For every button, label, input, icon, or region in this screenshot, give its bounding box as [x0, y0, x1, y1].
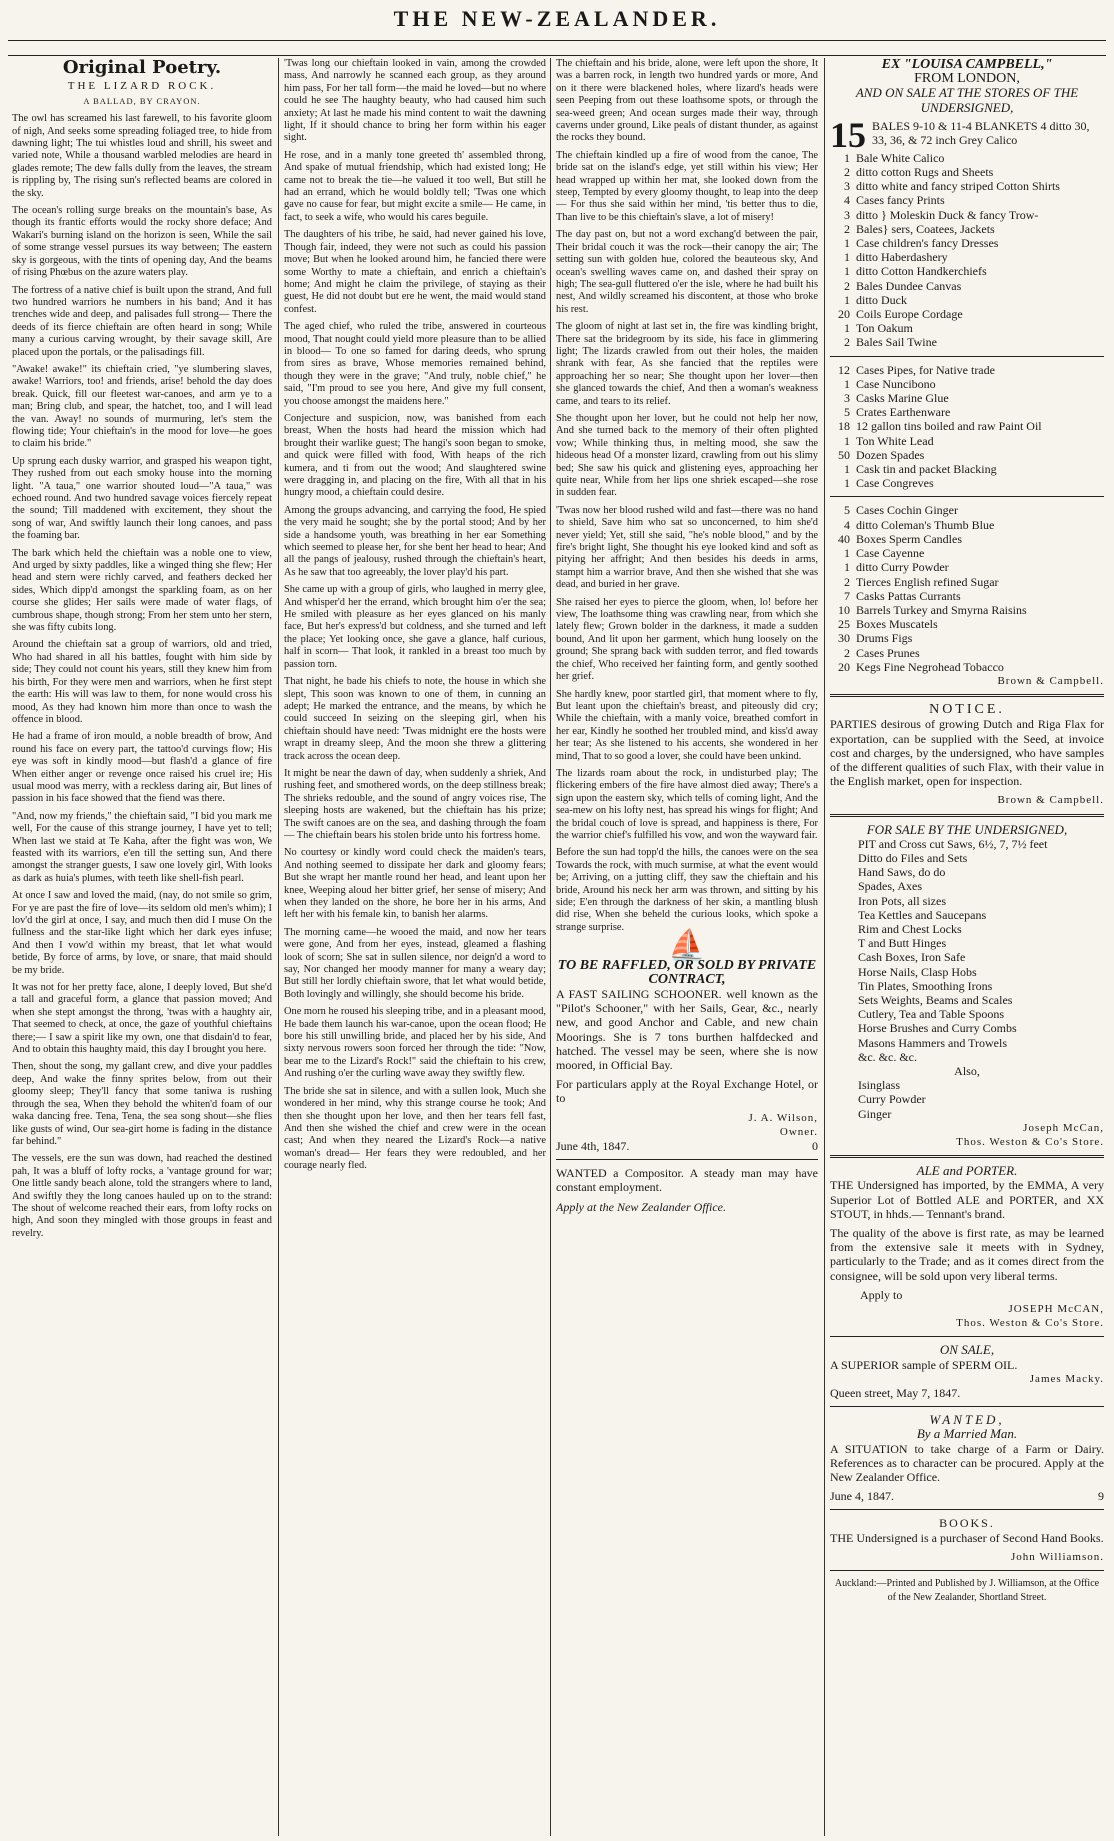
- goods-name: Cases fancy Prints: [856, 193, 945, 208]
- ex-title: EX "LOUISA CAMPBELL,": [881, 58, 1053, 72]
- ale-body-2: The quality of the above is first rate, as may be learned from the extensive sale it meets with in Sydney, particularly to the Trade; and as it comes direct from the consignee, will be sold upon very liberal terms.: [830, 1226, 1104, 1283]
- goods-name: ditto Duck: [856, 292, 907, 307]
- goods-name: Casks Pattas Currants: [856, 588, 961, 603]
- stanza: Before the sun had topp'd the hills, the canoes were on the sea Towards the rock, with much surmise, at what the event would be; Arriving, on a jutting cliff, they saw the chieftain and his bride, Around his neck her arm was thrown, and sitting by his side; E'en through the darkness of her skin, a mantling blush did rise, When she beheld the curious looks, which spoke a strange surprise.: [556, 847, 818, 933]
- goods-item: [830, 193, 1104, 207]
- raffle-role: Owner.: [779, 1125, 818, 1138]
- goods-name: Kegs Fine Negrohead Tobacco: [856, 659, 1004, 674]
- goods-list: [830, 151, 1104, 350]
- goods-name: Cases Prunes: [856, 645, 920, 660]
- goods-quantity: 12: [838, 362, 850, 377]
- goods-item: [830, 293, 1104, 307]
- ship-icon: ⛵: [668, 929, 706, 963]
- poem-stanzas: [12, 113, 272, 1240]
- stanza: The bark which held the chieftain was a noble one to view, And urged by sixty paddles, like a winged thing she flew; Her head and stern were richly carved, and feathers decked her sides, Which dipp'd amongst the sparkling foam, as on her course she glides; Her sails were made of water flags, of cumbrous shape, though strong; From her stem unto her stern, she was fifty cubits long.: [12, 547, 272, 634]
- wanted-compositor-apply: Apply at the New Zealander Office.: [556, 1199, 726, 1214]
- masthead: THE NEW-ZEALANDER.: [393, 6, 721, 31]
- goods-item: [830, 518, 1104, 532]
- goods-quantity: 1: [844, 433, 850, 448]
- stanza: Up sprung each dusky warrior, and grasped his weapon tight, They rushed from out each smoky house into the morning light. "A taua," one warrior shouted loud—"A taua," was echoed round. And two hundred savage voices fiercely repeat the sound; Till maddened with excitement, they shout the song of war, And swiftly launch their long canoes, and pass the foaming bar.: [12, 455, 272, 542]
- goods-name: Cases Cochin Ginger: [856, 503, 958, 518]
- goods-quantity: 3: [844, 179, 850, 194]
- column-divider: [278, 58, 279, 1836]
- stanza: The owl has screamed his last farewell, to his favorite gloom of nigh, And seeks some spreading foliaged tree, to hide from dawning light; The tui whistles loud and shrill, his sweet and varied note, While a thousand warbled melodies are heard in glades remote; The dew falls dully from the leaves, the stream is rippling by, The rising sun's reflected beams are colored in the sky.: [12, 113, 272, 199]
- goods-name: 12 gallon tins boiled and raw Paint Oil: [856, 419, 1042, 434]
- list-item: Ginger: [858, 1106, 892, 1121]
- onsale-body: A SUPERIOR sample of SPERM OIL.: [830, 1357, 1018, 1372]
- goods-name: Case Cayenne: [856, 546, 925, 561]
- goods-name: Coils Europe Cordage: [856, 307, 963, 322]
- goods-item: [830, 321, 1104, 335]
- goods-name: Boxes Sperm Candles: [856, 531, 962, 546]
- list-item: Spades, Axes: [858, 879, 922, 894]
- stanza: 'Twas now her blood rushed wild and fast—there was no hand to shield, Save him who sat so unconcerned, to him she'd never yield; Yet, still she said, "he's noble blood," and by the fire's bright light, She thought his eye looked kind and soft as pitying her affright; And then besides his deeds in arms, stampt him a warrior brave, And then she wished that she was dead, and buried in her grave.: [556, 504, 818, 591]
- goods-quantity: 3: [844, 207, 850, 222]
- goods-item: [830, 179, 1104, 193]
- goods-item: [830, 660, 1104, 674]
- masthead-rule: [8, 40, 1106, 41]
- goods-item: [830, 405, 1104, 419]
- stanza: The fortress of a native chief is built upon the strand, And full two hundred warriors he numbers in his band; And it has trenches wide and deep, and palisades full strong— There the deeds of its fierce chieftain are often heard in song; While many a curious carving wrought, by their savage skill, Are placed upon the portals, or the palisadings fill.: [12, 284, 272, 358]
- goods-quantity: 1: [844, 150, 850, 165]
- goods-name: Drums Figs: [856, 631, 913, 646]
- stanza: The chieftain kindled up a fire of wood from the canoe, The bride sat on the island's edge, yet still within his view; Her head wrapped up within her mat, she looked down from the steep, Tempted by every gloomy thought, to leap into the deep— For thus she said within her mind, 'tis better thus to die, Than live to be this chieftain's slave, a lot of misery!: [556, 149, 818, 223]
- stanza: "Awake! awake!" its chieftain cried, "ye slumbering slaves, awake! Warriors, too! and friends, arise! behold the day does break. Quick, fill our fleetest war-canoes, and arm ye to a man; Bring club, and spear, the hatchet, too, and I will lead the van. Away! no sounds of murmuring, let's stem the flowing tide; Your chieftain's in the mood for love—he goes to claim his bride.": [12, 363, 272, 450]
- goods-name: ditto Haberdashery: [856, 250, 948, 265]
- stanza: That night, he bade his chiefs to note, the house in which she slept, This soon was known to one of them, in cunning an adept; He marked the entrance, and the means, by which he could succeed In seizing on the sleeping girl, when his chieftain should have need: 'Twas midnight ere the hosts were wrapt in dreamy sleep, And the moon she threw a glittering track across the ocean deep.: [284, 676, 546, 762]
- poem-stanzas: [284, 58, 546, 1173]
- signature: Thos. Weston & Co's Store.: [956, 1317, 1104, 1330]
- goods-name: Boxes Muscatels: [856, 617, 938, 632]
- list-item: Sets Weights, Beams and Scales: [858, 992, 1013, 1007]
- stanza: She raised her eyes to pierce the gloom, when, lo! before her view, The loathsome thing was crawling near, from which she lately flew; Grown bolder in the darkness, it made a sudden bound, And lit upon her garment, which hung loosely on the ground; She sprang back with sudden terror, and fled towards the chief, Who received her fainting form, and gently soothed her grief.: [556, 596, 818, 683]
- goods-item: [830, 363, 1104, 377]
- ale-body: THE Undersigned has imported, by the EMMA, A very Superior Lot of Bottled ALE and PORTER, and XX STOUT, in hhds.— Tennant's brand.: [830, 1178, 1104, 1221]
- goods-item: [830, 589, 1104, 603]
- goods-item: [830, 603, 1104, 617]
- goods-quantity: 2: [844, 165, 850, 180]
- list-item: Rim and Chest Locks: [858, 921, 962, 936]
- goods-quantity: 5: [844, 503, 850, 518]
- stanza: She hardly knew, poor startled girl, that moment where to fly, But leant upon the chieftain's breast, and piteously did cry; While the chieftain, with a manly voice, breathed comfort in her ear, Kindly he soothed her troubled mind, and kiss'd away her tear; As she listened to his accents, she wondered in her mind, That to so good a lover, she could have been unkind.: [556, 688, 818, 762]
- list-item: Isinglass: [858, 1078, 900, 1093]
- stanza: The day past on, but not a word exchang'd between the pair, Their bridal couch it was the rock—their canopy the air; The setting sun with golden hue, colored the beauteous sky, And ocean's swelling waves came on, and dashed their spray on high; The sea-gull fluttered o'er the isle, where he had built his nest, And wildly screamed his discontent, at those who broke his rest.: [556, 229, 818, 315]
- goods-item: [830, 236, 1104, 250]
- goods-quantity: 1: [844, 321, 850, 336]
- stanza: The vessels, ere the sun was down, had reached the destined pah, It was a bluff of lofty rocks, a 'vantage ground for war; One little sandy beach alone, told the strangers where to land, And swiftly they the long canoes hauled up on to the strand: The shout of welcome reached their ears, from lofty rocks on high, And soon they mingled with those groups in feast and revelry.: [12, 1153, 272, 1239]
- goods-item: [830, 646, 1104, 660]
- notice-body: PARTIES desirous of growing Dutch and Riga Flax for exportation, can be supplied with the Seed, at invoice cost and charges, by the undersigned, who have samples of the different qualities of such Flax, with their value in the English market, open for inspection.: [830, 717, 1104, 789]
- wanted-body: A SITUATION to take charge of a Farm or Dairy. References as to character can be procured. Apply at the New Zealander Office.: [830, 1441, 1104, 1485]
- goods-quantity: 30: [838, 631, 850, 646]
- goods-name: ditto Curry Powder: [856, 560, 949, 575]
- signature: James Macky.: [1029, 1372, 1104, 1385]
- books-body: THE Undersigned is a purchaser of Second Hand Books.: [830, 1530, 1104, 1545]
- imprint: Auckland:—Printed and Published by J. Williamson, at the Office of the New Zealander, Shortland Street.: [834, 1578, 1100, 1604]
- poetry-column-2: [284, 58, 546, 1836]
- poetry-column-3: [556, 58, 818, 1836]
- stanza: The aged chief, who ruled the tribe, answered in courteous mood, That nought could yield more pleasure than to be allied in blood— To one so famed for daring deeds, who sprung from sires as brave, Whose memories remained behind, though they were in the grave; "And truly, noble chief," he said, "I'm proud to see you here, And give my full consent, you choose amongst the maidens here.": [284, 321, 546, 407]
- list-item: Masons Hammers and Trowels: [858, 1035, 1007, 1050]
- signature: John Williamson.: [1011, 1550, 1104, 1563]
- stanza: The ocean's rolling surge breaks on the mountain's base, As though its frantic efforts would the rocky shore deface; And Wakari's burning island on the horizon is seen, While the sail of some strange vessel pursues its way between; The eastern sky is gorgeous, with the tints of opening day, And the beams of rising Phœbus on the azure waters play.: [12, 205, 272, 279]
- stanza: It might be near the dawn of day, when suddenly a shriek, And rushing feet, and smothered words, on the deep stillness break; The shrieks redouble, and the sound of angry voices rise, The sleeping hosts are wakened, but the chieftain has his prize; The swift canoes are on the sea, and dashing through the foam— The chieftain bears his stolen bride unto his fortress home.: [284, 767, 546, 841]
- list-item: PIT and Cross cut Saws, 6½, 7, 7½ feet: [858, 836, 1048, 851]
- goods-item: [830, 279, 1104, 293]
- stanza: "And, now my friends," the chieftain said, "I bid you mark me well, For the cause of this strange journey, I have yet to tell; When last we staid at Te Kaha, after the fight was won, We feasted with its warriors, e'en till the setting sun, And there amongst the stranger guests, I saw one lovely girl, With looks as dark as huia's plumes, with teeth like shell-fish pearl.: [12, 810, 272, 884]
- goods-quantity: 2: [844, 335, 850, 350]
- goods-item: [830, 335, 1104, 349]
- goods-quantity: 40: [838, 531, 850, 546]
- goods-quantity: 1: [844, 376, 850, 391]
- goods-quantity: 4: [844, 193, 850, 208]
- stanza: He rose, and in a manly tone greeted th' assembled throng, And spake of mutual friendship, which had existed long; He came not to break the tie—he valued it too well, But still he had an errand, which he would boldly tell; 'Twas one which gave no cause for fear, but might excite a smile— He came, in fact, to seek a wife, who would his cares beguile.: [284, 149, 546, 223]
- signature: Brown & Campbell.: [997, 794, 1104, 807]
- goods-name: Cask tin and packet Blacking: [856, 462, 997, 477]
- goods-item: [830, 307, 1104, 321]
- goods-name: Bales Dundee Canvas: [856, 278, 962, 293]
- goods-item: [830, 503, 1104, 517]
- also-list: [830, 1078, 1104, 1121]
- goods-item: [830, 532, 1104, 546]
- stanza: The gloom of night at last set in, the fire was kindling bright, There sat the bridegroom by its side, his face in glimmering light; The lizards crawled from out their holes, the maiden shrank with fear, As she fancied that the reptiles were approaching her so near; She thought upon her lover—then she glanced towards the chief, And then a woman's weakness came, and tears to its relief.: [556, 321, 818, 407]
- stanza: The morning came—he wooed the maid, and now her tears were gone, And from her eyes, instead, gleamed a flashing look of scorn; She sat in sullen silence, nor deign'd a word to say, Nor changed her moody manner for many a weary day; But still her lordly chieftain swore, that let what would betide, Both lovingly and willingly, she should become his bride.: [284, 926, 546, 1000]
- stanza: The lizards roam about the rock, in undisturbed play; The flickering embers of the fire have almost died away; There's a sign upon the eastern sky, which tells of coming light, And the sea-mew on his lofty nest, has spread his wings for flight; And the bridal couch of love is spread, and happiness is there, For the warrior chief's fulfilled his vow, and won the wayward fair.: [556, 767, 818, 841]
- stanza: Then, shout the song, my gallant crew, and dive your paddles deep, And wake the finny sprites below, from out their gloomy sleep; They'll fancy that some taniwa is rushing through the sea, When they behold the whiten'd foam of our waka dancing free. Tena, Tena, the sea song shout—she flies like gusts of wind, Our sea-girt home is fading in the distance far behind.": [12, 1061, 272, 1147]
- goods-list: [830, 363, 1104, 491]
- goods-name: ditto Coleman's Thumb Blue: [856, 517, 995, 532]
- goods-quantity: 50: [838, 447, 850, 462]
- list-item: Hand Saws, do do: [858, 865, 946, 880]
- goods-name: ditto } Moleskin Duck & fancy Trow-: [856, 207, 1039, 222]
- wanted-compositor: WANTED a Compositor. A steady man may have constant employment.: [556, 1166, 818, 1195]
- stanza: The daughters of his tribe, he said, had never gained his love, Though fair, indeed, they were not such as could his passion move; But when he looked around him, he fancied there were some Worthy to mate a chieftain, and enrich a chieftain's home; And might he claim the privilege, of staying as their guest, He did not doubt but ere he went, the maid would stand confest.: [284, 229, 546, 315]
- goods-quantity: 1: [844, 560, 850, 575]
- goods-name: ditto white and fancy striped Cotton Shirts: [856, 179, 1060, 194]
- goods-item: [830, 617, 1104, 631]
- stanza: Conjecture and suspicion, now, was banished from each breast, When the hosts had heard the mission which had brought their warlike guest; The hangi's soon began to smoke, and quick were filled with food, With heaps of the rich kumera, and ti from out the wood; And slaughtered swine were dragging in, and placing on the fire, With all that in his hungry mood, a chieftain could desire.: [284, 412, 546, 499]
- list-item: T and Butt Hinges: [858, 936, 947, 951]
- stanza: Among the groups advancing, and carrying the food, He spied the very maid he sought; she by the portal stood; And by her side a handsome youth, was breathing in her ear Something which seemed to please her, for she bent her head to hear; And all the pangs of jealousy, rushed through the chieftain's heart, As he saw that too agreeably, the lover play'd his part.: [284, 504, 546, 578]
- goods-name: Ton Oakum: [856, 321, 913, 336]
- lead-quantity: 15: [830, 114, 866, 155]
- column-divider: [550, 58, 551, 1836]
- goods-name: ditto cotton Rugs and Sheets: [856, 165, 994, 180]
- goods-quantity: 2: [844, 221, 850, 236]
- raffle-name: J. A. Wilson,: [748, 1111, 818, 1124]
- stanza: 'Twas long our chieftain looked in vain, among the crowded mass, And narrowly he scanned each group, as they around him pass, For her tall form—the maid he loved—but no where could he see The haughty beauty, who had caused him such anxiety; At last he made his mind content to wait the dawning light, If it should chance to bring her form within his eager sight.: [284, 58, 546, 144]
- stanza: The bride she sat in silence, and with a sullen look, Much she wondered in her mind, why this strange course he took; And then she thought upon her love, and then her tears fell fast, And then she wished the chief and crew were in the ocean cast; And when they neared the Lizard's Rock—a native woman's dread— Her fears they were redoubled, and her courage nearly fled.: [284, 1085, 546, 1172]
- advertisements-column: [830, 58, 1104, 1836]
- signature: JOSEPH McCAN,: [1008, 1303, 1104, 1316]
- onsale-date: Queen street, May 7, 1847.: [830, 1386, 961, 1401]
- goods-quantity: 20: [838, 307, 850, 322]
- goods-quantity: 5: [844, 405, 850, 420]
- list-item: Horse Brushes and Curry Combs: [858, 1021, 1017, 1036]
- goods-quantity: 25: [838, 617, 850, 632]
- goods-name: Bale White Calico: [856, 150, 945, 165]
- goods-item: [830, 250, 1104, 264]
- goods-quantity: 3: [844, 391, 850, 406]
- list-item: Cash Boxes, Iron Safe: [858, 950, 966, 965]
- stanza: One morn he roused his sleeping tribe, and in a pleasant mood, He bade them launch his war-canoe, upon the ocean flood; He bore his still unwilling bride, and placed her by his side, And sixty nervous rowers soon forced her through the tide: "Now, bear me to the Lizard's Rock!" said the chieftain to his crew, And rushing o'er the curling wave away they swiftly flew.: [284, 1006, 546, 1080]
- signature: Brown & Campbell.: [997, 674, 1104, 687]
- goods-quantity: 1: [844, 264, 850, 279]
- column-top-rule: [8, 55, 1106, 56]
- goods-name: Case Congreves: [856, 476, 934, 491]
- goods-name: Barrels Turkey and Smyrna Raisins: [856, 602, 1027, 617]
- goods-name: Ton White Lead: [856, 433, 934, 448]
- goods-name: Crates Earthenware: [856, 405, 951, 420]
- goods-name: Bales} sers, Coatees, Jackets: [856, 221, 995, 236]
- goods-item: [830, 476, 1104, 490]
- goods-item: [830, 391, 1104, 405]
- poem-stanzas: [556, 58, 818, 934]
- list-item: Horse Nails, Clasp Hobs: [858, 964, 977, 979]
- stanza: He had a frame of iron mould, a noble breadth of brow, And round his face on every part, the tattoo'd curvings flow; His eye was soft in kindly mood—but flash'd a glance of fire When either anger or revenge once raised his cruel ire; His usual mood was merry, with a reckless daring air, But lines of passion in his face showed that the fiend was there.: [12, 731, 272, 805]
- also-label: Also,: [954, 1064, 980, 1078]
- goods-quantity: 2: [844, 278, 850, 293]
- goods-item: [830, 419, 1104, 433]
- stanza: No courtesy or kindly word could check the maiden's tears, And nothing seemed to dissipate her dark and gloomy fears; But she wrapt her mantle round her head, and leant upon her knee, Weeping aloud her bitter grief, her sense of misery; And when they landed on the shore, he bore her in his arms, And left her with his female kin, to banish her alarms.: [284, 847, 546, 921]
- signature: Joseph McCan,: [1023, 1121, 1104, 1134]
- stanza: She thought upon her lover, but he could not help her now, And she turned back to the memory of their often plighted vow; While thinking thus, in melting mood, she saw the hideous head Of a monster lizard, crawling from out his slimy bed; She saw his quick and glistening eyes, approaching her quite near, While from her lips one shriek escaped—she rose in sudden fear.: [556, 412, 818, 499]
- goods-quantity: 18: [838, 419, 850, 434]
- wanted-num: 9: [1098, 1489, 1104, 1504]
- goods-item: [830, 560, 1104, 574]
- goods-name: ditto Cotton Handkerchiefs: [856, 264, 987, 279]
- goods-item: [830, 434, 1104, 448]
- goods-list: [830, 503, 1104, 673]
- list-item: Ditto do Files and Sets: [858, 850, 968, 865]
- goods-item: [830, 151, 1104, 165]
- goods-name: Case Nuncibono: [856, 376, 936, 391]
- list-item: Iron Pots, all sizes: [858, 893, 946, 908]
- goods-name: Bales Sail Twine: [856, 335, 937, 350]
- stanza: The chieftain and his bride, alone, were left upon the shore, It was a barren rock, in length two hundred yards or more, And on it there were blackened holes, where lizard's heads were seen Peeping from out these loathsome spots, or through the sea-weed green; And ocean surges made their way, through caverns under ground, Like peals of distant thunder, as against the rocks they bound.: [556, 58, 818, 144]
- wanted-date: June 4, 1847.: [830, 1489, 894, 1504]
- stanza: Around the chieftain sat a group of warriors, old and tried, Who had shared in all his battles, fought with him side by side; They could not count his years, still they knew him from his birth, For they were men and warriors, when he first stept the earth: His will was law to them, for none would cross his mood, As they had known him more than once to wash the offence in blood.: [12, 639, 272, 725]
- poem-title: THE LIZARD ROCK.: [67, 80, 217, 93]
- goods-name: Casks Marine Glue: [856, 391, 949, 406]
- list-item: Tin Plates, Smoothing Irons: [858, 978, 993, 993]
- goods-name: Cases Pipes, for Native trade: [856, 362, 995, 377]
- goods-quantity: 1: [844, 236, 850, 251]
- goods-item: [830, 546, 1104, 560]
- goods-quantity: 20: [838, 659, 850, 674]
- notice-title: NOTICE.: [929, 702, 1005, 718]
- list-item: Tea Kettles and Saucepans: [858, 907, 987, 922]
- forsale-list: [830, 837, 1104, 1064]
- section-heading: Original Poetry.: [62, 58, 222, 78]
- raffle-title: TO BE RAFFLED, OR SOLD BY PRIVATE CONTRACT,: [557, 957, 817, 987]
- goods-quantity: 10: [838, 602, 850, 617]
- goods-quantity: 2: [844, 645, 850, 660]
- wanted-title: WANTED,: [929, 1412, 1005, 1428]
- goods-name: Case children's fancy Dresses: [856, 236, 999, 251]
- raffle-body: A FAST SAILING SCHOONER. well known as the "Pilot's Schooner," with her Sails, Gear, &c., nearly new, and good Anchor and Cable, and new chain Moorings. She is 7 tons burthen halfdecked and hatched. The vessel may be seen, where she is now moored, in Official Bay.: [556, 987, 818, 1073]
- raffle-ad: [556, 959, 818, 1214]
- lead-text: BALES 9-10 & 11-4 BLANKETS 4 ditto 30, 33, 36, & 72 inch Grey Calico: [872, 118, 1090, 148]
- forsale-title: FOR SALE BY THE UNDERSIGNED,: [866, 821, 1068, 837]
- goods-item: [830, 631, 1104, 645]
- ex-sale: AND ON SALE AT THE STORES OF THE UNDERSIGNED,: [855, 85, 1079, 115]
- goods-item: [830, 448, 1104, 462]
- list-item: Cutlery, Tea and Table Spoons: [858, 1007, 1005, 1022]
- goods-name: Dozen Spades: [856, 447, 925, 462]
- poetry-column-1: [12, 58, 272, 1836]
- onsale-title: ON SALE,: [939, 1342, 995, 1358]
- goods-quantity: 1: [844, 292, 850, 307]
- ale-title: ALE and PORTER.: [916, 1163, 1018, 1179]
- stanza: She came up with a group of girls, who laughed in merry glee, And whisper'd her the errand, which brought him o'er the sea; He smiled with pleasure as her eyes glanced on his manly face, But her's express'd but coldness, and she turned and left the place; Yet looking once, she gave a glance, half curious, half in scorn— That look, it rankled in a breast too much by passion torn.: [284, 584, 546, 670]
- goods-quantity: 2: [844, 574, 850, 589]
- poem-subtitle: A BALLAD, BY CRAYON.: [83, 95, 201, 106]
- column-divider: [824, 58, 825, 1836]
- raffle-apply: For particulars apply at the Royal Exchange Hotel, or to: [556, 1077, 818, 1106]
- goods-quantity: 7: [844, 588, 850, 603]
- raffle-date: June 4th, 1847.: [556, 1139, 630, 1154]
- stanza: At once I saw and loved the maid, (nay, do not smile so grim, For ye are past the fire of love—its seldom old men's whim); I lov'd the girl at once, I say, and much then did I muse On the fullness and the star-like light which her dark eyes infuse; And then I vow'd within my breast, that let what would betide, By force of arms, by love, or snare, that maid should be my bride.: [12, 890, 272, 976]
- goods-quantity: 1: [844, 250, 850, 265]
- signature: Thos. Weston & Co's Store.: [956, 1136, 1104, 1149]
- goods-quantity: 1: [844, 476, 850, 491]
- list-item: &c. &c. &c.: [858, 1049, 917, 1064]
- goods-item: [830, 377, 1104, 391]
- goods-quantity: 1: [844, 462, 850, 477]
- goods-quantity: 4: [844, 517, 850, 532]
- wanted-sub: By a Married Man.: [916, 1426, 1018, 1442]
- goods-item: [830, 165, 1104, 179]
- ale-apply: Apply to: [860, 1287, 903, 1302]
- goods-item: [830, 208, 1104, 222]
- list-item: Curry Powder: [858, 1092, 926, 1107]
- goods-name: Tierces English refined Sugar: [856, 574, 999, 589]
- books-title: BOOKS.: [939, 1516, 995, 1531]
- goods-item: [830, 462, 1104, 476]
- stanza: It was not for her pretty face, alone, I deeply loved, But she'd a tall and graceful form, a glance that passion moved; And when she stept amongst the throng, 'twas with a haughty air, That seemed to check, at once, the gaze of youthful chieftains there;— I saw a spirit like my own, one that disdain'd to fear, And to obtain this haughty maid, this day I brought you here.: [12, 982, 272, 1056]
- goods-item: [830, 575, 1104, 589]
- goods-item: [830, 222, 1104, 236]
- ex-from: FROM LONDON,: [914, 71, 1020, 87]
- raffle-num: 0: [812, 1139, 818, 1154]
- goods-quantity: 1: [844, 546, 850, 561]
- goods-item: [830, 264, 1104, 278]
